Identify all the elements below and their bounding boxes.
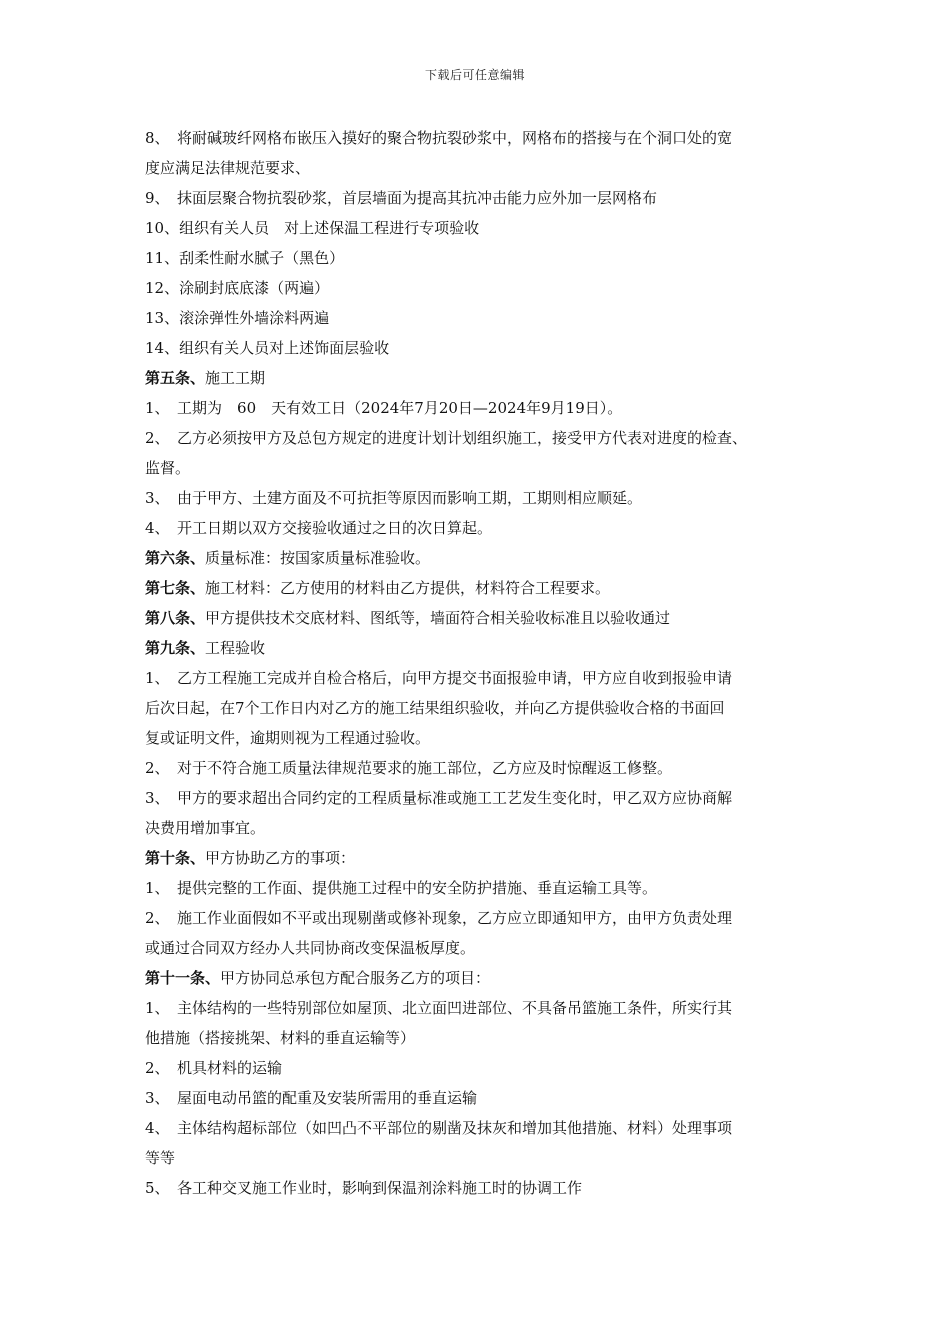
article-line xyxy=(145,633,805,663)
line-text: 后次日起，在7个工作日内对乙方的施工结果组织验收，并向乙方提供验收合格的书面回 xyxy=(145,699,725,717)
line-text: 甲方协助乙方的事项： xyxy=(205,849,356,867)
article-line xyxy=(145,543,805,573)
text-line xyxy=(145,423,805,453)
text-line xyxy=(145,183,805,213)
text-line xyxy=(145,933,805,963)
line-text: 监督。 xyxy=(145,459,191,477)
text-line xyxy=(145,723,805,753)
text-line xyxy=(145,813,805,843)
line-text: 度应满足法律规范要求、 xyxy=(145,159,311,177)
text-line xyxy=(145,783,805,813)
text-line xyxy=(145,903,805,933)
line-text: 14、组织有关人员对上述饰面层验收 xyxy=(145,339,390,357)
line-text: 施工材料：乙方使用的材料由乙方提供，材料符合工程要求。 xyxy=(205,579,611,597)
text-line xyxy=(145,1053,805,1083)
article-heading: 第十一条、 xyxy=(145,969,221,987)
line-text: 11、刮柔性耐水腻子（黑色） xyxy=(145,249,345,267)
line-text: 甲方提供技术交底材料、图纸等，墙面符合相关验收标准且以验收通过 xyxy=(205,609,671,627)
line-text: 1、 提供完整的工作面、提供施工过程中的安全防护措施、垂直运输工具等。 xyxy=(145,879,658,897)
text-line xyxy=(145,753,805,783)
text-line xyxy=(145,513,805,543)
article-line xyxy=(145,573,805,603)
article-line xyxy=(145,963,805,993)
line-text: 2、 乙方必须按甲方及总包方规定的进度计划计划组织施工，接受甲方代表对进度的检查、 xyxy=(145,429,748,447)
line-text: 决费用增加事宜。 xyxy=(145,819,266,837)
line-text: 他措施（搭接挑架、材料的垂直运输等） xyxy=(145,1029,416,1047)
line-text: 3、 甲方的要求超出合同约定的工程质量标准或施工工艺发生变化时，甲乙双方应协商解 xyxy=(145,789,733,807)
line-text: 甲方协同总承包方配合服务乙方的项目： xyxy=(220,969,491,987)
line-text: 或通过合同双方经办人共同协商改变保温板厚度。 xyxy=(145,939,476,957)
line-text: 1、 乙方工程施工完成并自检合格后，向甲方提交书面报验申请，甲方应自收到报验申请 xyxy=(145,669,733,687)
article-heading: 第六条、 xyxy=(145,549,206,567)
line-text: 4、 开工日期以双方交接验收通过之日的次日算起。 xyxy=(145,519,493,537)
line-text: 3、 屋面电动吊篮的配重及安装所需用的垂直运输 xyxy=(145,1089,478,1107)
line-text: 3、 由于甲方、土建方面及不可抗拒等原因而影响工期，工期则相应顺延。 xyxy=(145,489,643,507)
article-line xyxy=(145,603,805,633)
article-heading: 第十条、 xyxy=(145,849,206,867)
article-heading: 第九条、 xyxy=(145,639,206,657)
article-heading: 第五条、 xyxy=(145,369,206,387)
text-line xyxy=(145,123,805,153)
line-text: 10、组织有关人员 对上述保温工程进行专项验收 xyxy=(145,219,480,237)
text-line xyxy=(145,1113,805,1143)
line-text: 4、 主体结构超标部位（如凹凸不平部位的剔凿及抹灰和增加其他措施、材料）处理事项 xyxy=(145,1119,733,1137)
article-heading: 第八条、 xyxy=(145,609,206,627)
text-line xyxy=(145,453,805,483)
line-text: 质量标准：按国家质量标准验收。 xyxy=(205,549,431,567)
article-heading: 第七条、 xyxy=(145,579,206,597)
article-line xyxy=(145,843,805,873)
text-line xyxy=(145,483,805,513)
text-line xyxy=(145,333,805,363)
text-line xyxy=(145,213,805,243)
line-text: 13、滚涂弹性外墙涂料两遍 xyxy=(145,309,330,327)
line-text: 2、 机具材料的运输 xyxy=(145,1059,283,1077)
text-line xyxy=(145,873,805,903)
text-line xyxy=(145,993,805,1023)
text-line xyxy=(145,243,805,273)
line-text: 等等 xyxy=(145,1149,176,1167)
text-line xyxy=(145,273,805,303)
line-text: 施工工期 xyxy=(205,369,266,387)
line-text: 5、 各工种交叉施工作业时，影响到保温剂涂料施工时的协调工作 xyxy=(145,1179,583,1197)
text-line xyxy=(145,303,805,333)
page-header: 下载后可任意编辑 xyxy=(424,68,525,82)
article-line xyxy=(145,363,805,393)
text-line xyxy=(145,1173,805,1203)
line-text: 1、 工期为 60 天有效工日（2024年7月20日—2024年9月19日）。 xyxy=(145,399,623,417)
text-line xyxy=(145,1023,805,1053)
line-text: 复或证明文件，逾期则视为工程通过验收。 xyxy=(145,729,431,747)
text-line xyxy=(145,693,805,723)
line-text: 1、 主体结构的一些特别部位如屋顶、北立面凹进部位、不具备吊篮施工条件，所实行其 xyxy=(145,999,733,1017)
text-line xyxy=(145,153,805,183)
text-line xyxy=(145,393,805,423)
line-text: 8、 将耐碱玻纤网格布嵌压入摸好的聚合物抗裂砂浆中，网格布的搭接与在个洞口处的宽 xyxy=(145,129,733,147)
line-text: 2、 施工作业面假如不平或出现剔凿或修补现象，乙方应立即通知甲方，由甲方负责处理 xyxy=(145,909,733,927)
document-body xyxy=(145,123,805,1203)
text-line xyxy=(145,663,805,693)
line-text: 9、 抹面层聚合物抗裂砂浆，首层墙面为提高其抗冲击能力应外加一层网格布 xyxy=(145,189,658,207)
line-text: 2、 对于不符合施工质量法律规范要求的施工部位，乙方应及时惊醒返工修整。 xyxy=(145,759,673,777)
line-text: 工程验收 xyxy=(205,639,266,657)
text-line xyxy=(145,1143,805,1173)
text-line xyxy=(145,1083,805,1113)
line-text: 12、涂刷封底底漆（两遍） xyxy=(145,279,330,297)
